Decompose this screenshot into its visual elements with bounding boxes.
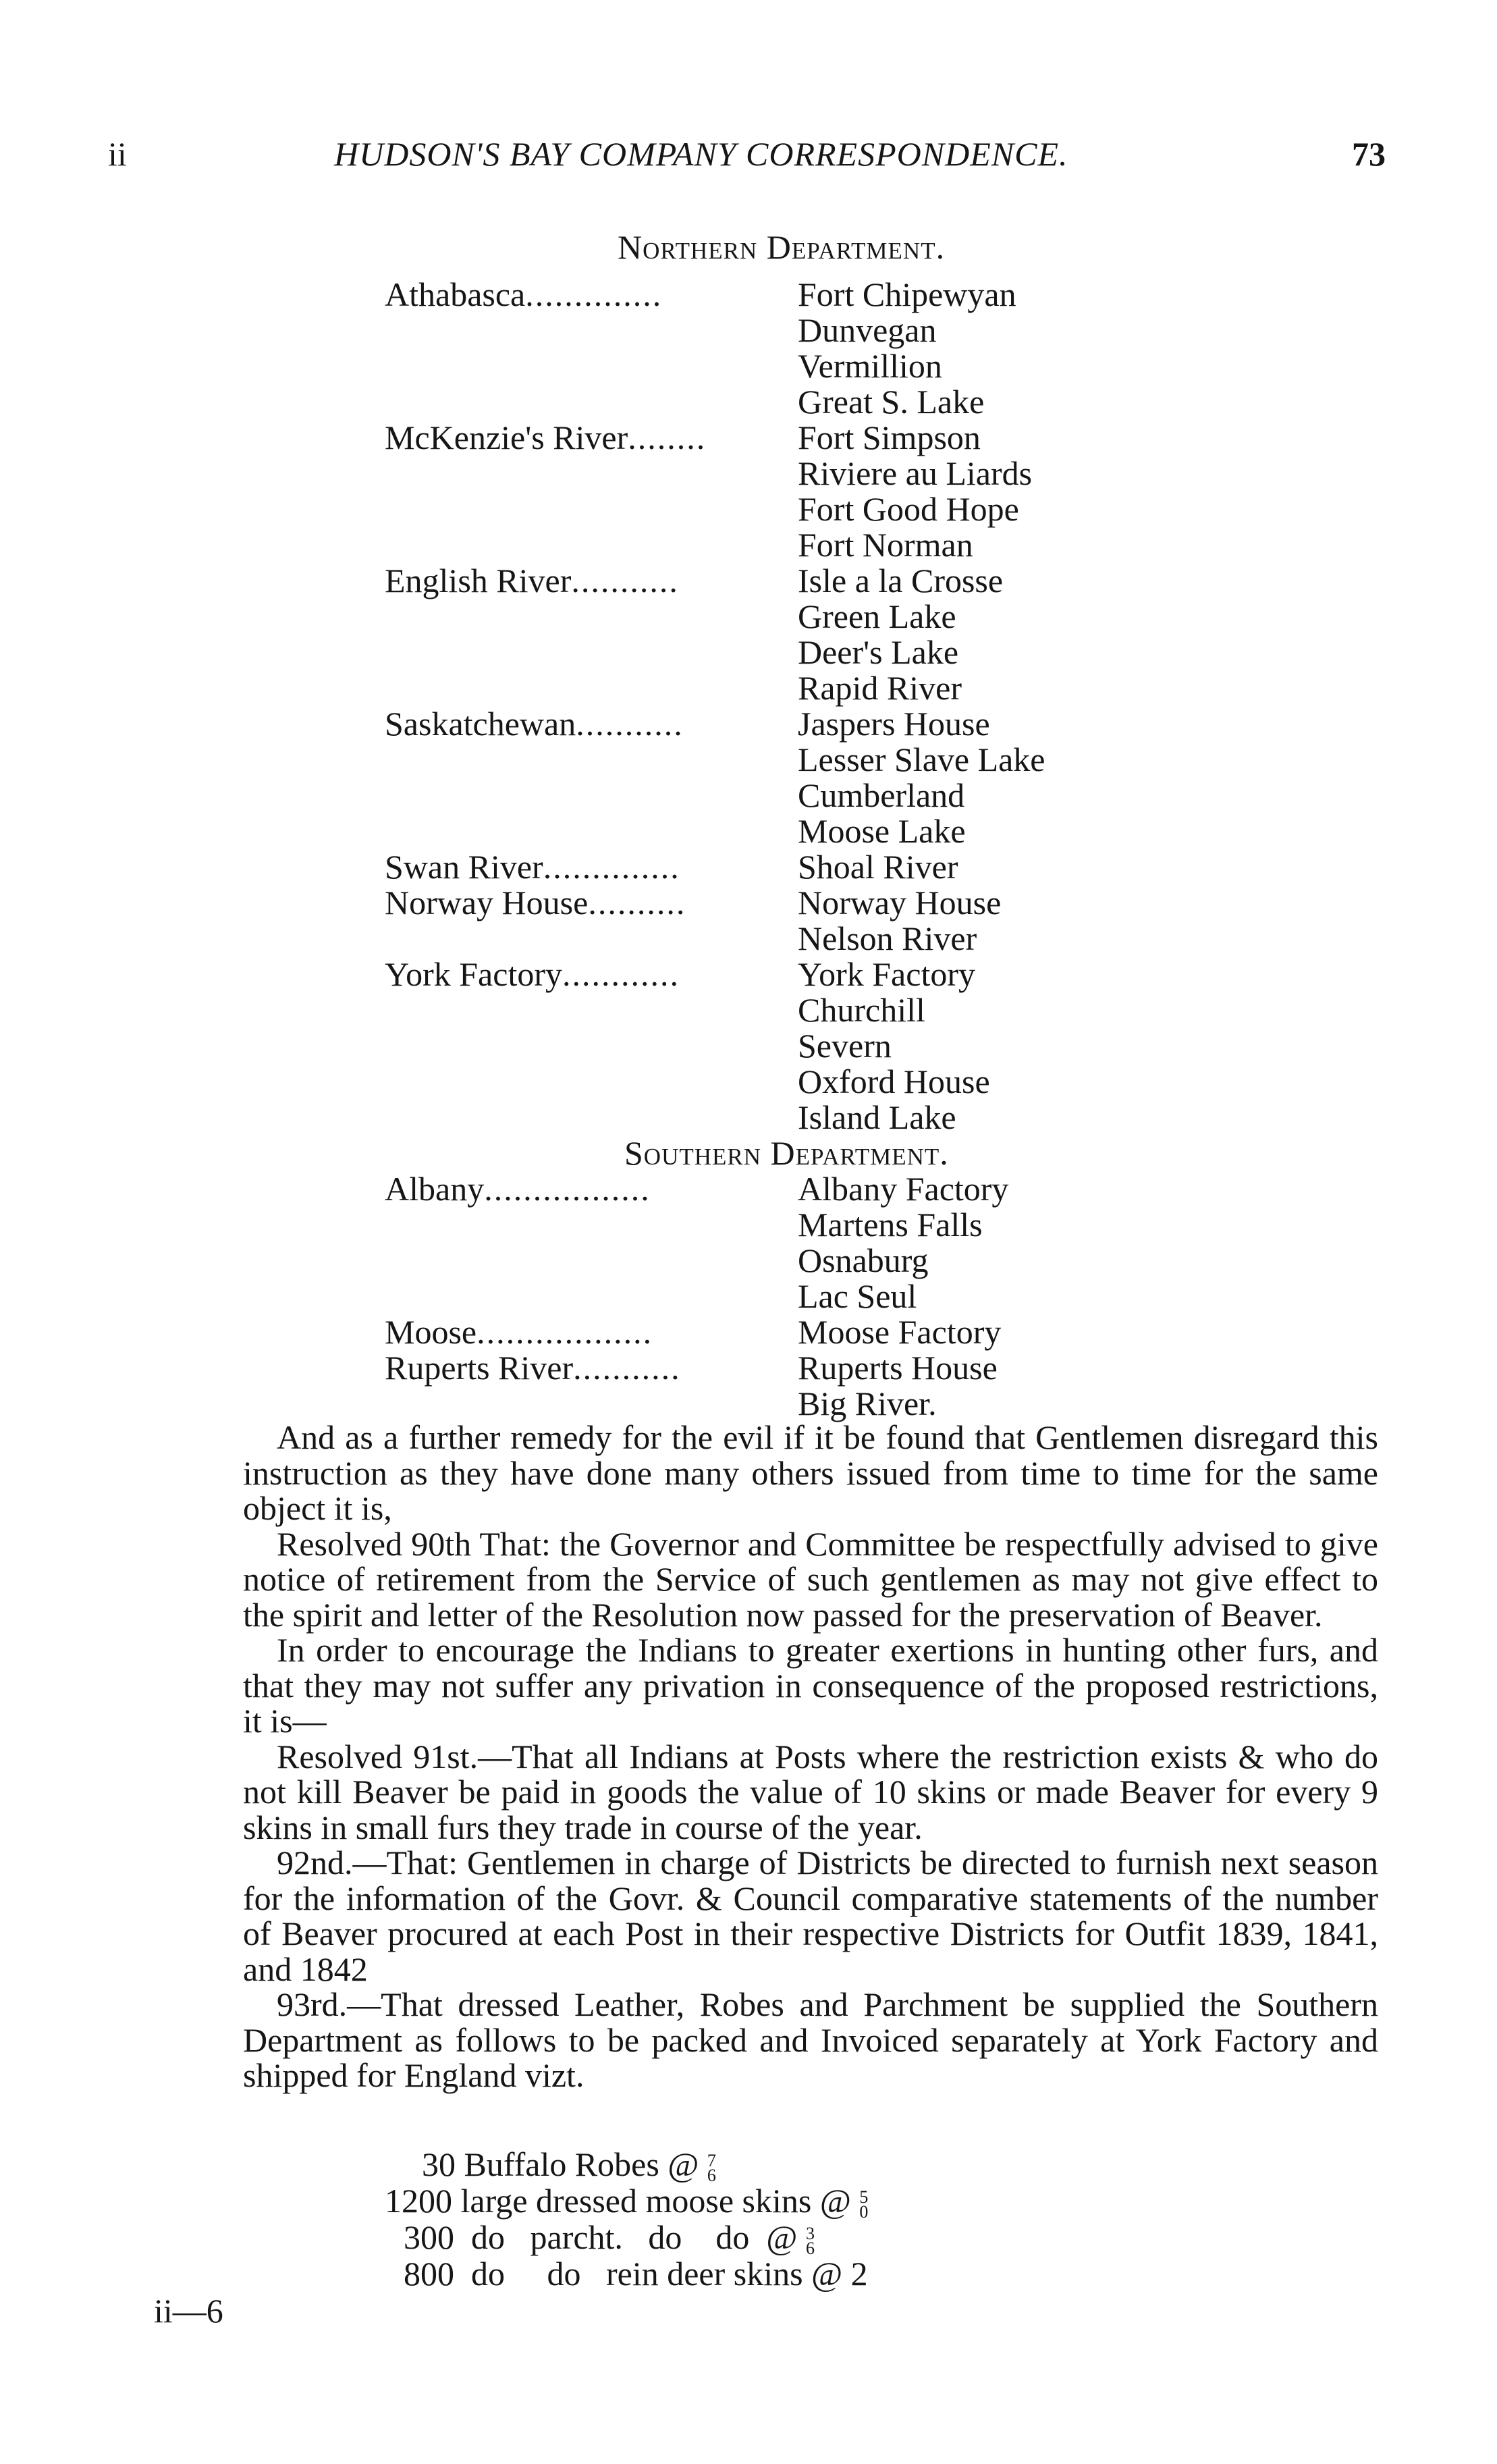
- post: Lac Seul: [798, 1277, 917, 1315]
- paragraph: In order to encourage the Indians to greater exertions in hunting other furs, and that they may not suffer any privation in consequence of the proposed restrictions, it is—: [243, 1631, 1378, 1740]
- post: Riviere au Liards: [798, 454, 1033, 492]
- northern-department-heading: Northern Department.: [618, 228, 946, 266]
- southern-department-heading: Southern Department.: [624, 1134, 949, 1172]
- post: Fort Norman: [798, 526, 973, 564]
- supply-item: 300 do parcht. do do @ 3 6: [404, 2218, 815, 2258]
- paragraph: 93rd.—That dressed Leather, Robes and Parchment be supplied the Southern Department as follows to be packed and Invoiced separately at York Factory and shipped for England vizt.: [243, 1985, 1378, 2094]
- volume-mark: ii: [108, 135, 127, 173]
- post: Moose Factory: [798, 1313, 1002, 1351]
- supply-item: 800 do do rein deer skins @ 2: [404, 2255, 868, 2293]
- post: Rapid River: [798, 669, 962, 707]
- supply-item: 1200 large dressed moose skins @ 5 0: [385, 2182, 869, 2222]
- post: York Factory: [798, 955, 975, 993]
- printer-signature: ii—6: [154, 2292, 223, 2330]
- district-athabasca: Athabasca..............: [385, 275, 663, 313]
- district-moose: Moose..................: [385, 1313, 653, 1351]
- district-ruperts-river: Ruperts River...........: [385, 1349, 681, 1387]
- post: Dunvegan: [798, 311, 937, 349]
- post: Fort Chipewyan: [798, 275, 1016, 313]
- post: Albany Factory: [798, 1170, 1009, 1208]
- post: Jaspers House: [798, 705, 990, 743]
- district-york-factory: York Factory............: [385, 955, 680, 993]
- post: Lesser Slave Lake: [798, 741, 1045, 778]
- post: Moose Lake: [798, 812, 966, 850]
- running-title: HUDSON'S BAY COMPANY CORRESPONDENCE.: [334, 135, 1068, 173]
- post: Vermillion: [798, 347, 942, 385]
- post: Deer's Lake: [798, 633, 959, 671]
- post: Norway House: [798, 884, 1002, 921]
- post: Green Lake: [798, 597, 956, 635]
- fraction: 7 6: [707, 2150, 716, 2185]
- post: Isle a la Crosse: [798, 562, 1004, 599]
- post: Ruperts House: [798, 1349, 998, 1387]
- fraction: 5 0: [859, 2187, 869, 2222]
- post: Severn: [798, 1027, 892, 1065]
- district-norway-house: Norway House..........: [385, 884, 686, 921]
- post: Shoal River: [798, 848, 958, 886]
- post: Oxford House: [798, 1063, 990, 1100]
- page-number: 73: [1352, 135, 1386, 173]
- district-saskatchewan: Saskatchewan...........: [385, 705, 684, 743]
- post: Osnaburg: [798, 1241, 929, 1279]
- district-english-river: English River...........: [385, 562, 679, 599]
- post: Fort Simpson: [798, 419, 981, 456]
- supply-item: 30 Buffalo Robes @ 7 6: [422, 2145, 716, 2185]
- fraction: 3 6: [805, 2223, 815, 2258]
- post: Martens Falls: [798, 1206, 983, 1243]
- district-albany: Albany.................: [385, 1170, 651, 1208]
- post: Great S. Lake: [798, 383, 985, 421]
- paragraph: Resolved 90th That: the Governor and Committee be respectfully advised to give notice of retirement from the Service of such gentlemen as may not give effect to the spirit and letter of the Resolution now passed for the preservation of Beaver.: [243, 1524, 1378, 1634]
- paragraph: And as a further remedy for the evil if it be found that Gentlemen disregard this instruction as they have done many others issued from time to time for the same object it is,: [243, 1418, 1378, 1527]
- paragraph: 92nd.—That: Gentlemen in charge of Districts be directed to furnish next season for the information of the Govr. & Council comparative statements of the number of Beaver procured at each Post in their respective Districts for Outfit 1839, 1841, and 1842: [243, 1844, 1378, 1988]
- post: Big River.: [798, 1385, 937, 1422]
- post: Cumberland: [798, 776, 965, 814]
- post: Fort Good Hope: [798, 490, 1019, 528]
- paragraph: Resolved 91st.—That all Indians at Posts where the restriction exists & who do not kill Beaver be paid in goods the value of 10 skins or made Beaver for every 9 skins in small furs they trade in course of the year.: [243, 1737, 1378, 1846]
- post: Churchill: [798, 991, 925, 1029]
- resolutions-text: [243, 1420, 1378, 2093]
- district-mckenzies-river: McKenzie's River........: [385, 419, 707, 456]
- post: Island Lake: [798, 1098, 956, 1136]
- district-swan-river: Swan River..............: [385, 848, 680, 886]
- post: Nelson River: [798, 919, 977, 957]
